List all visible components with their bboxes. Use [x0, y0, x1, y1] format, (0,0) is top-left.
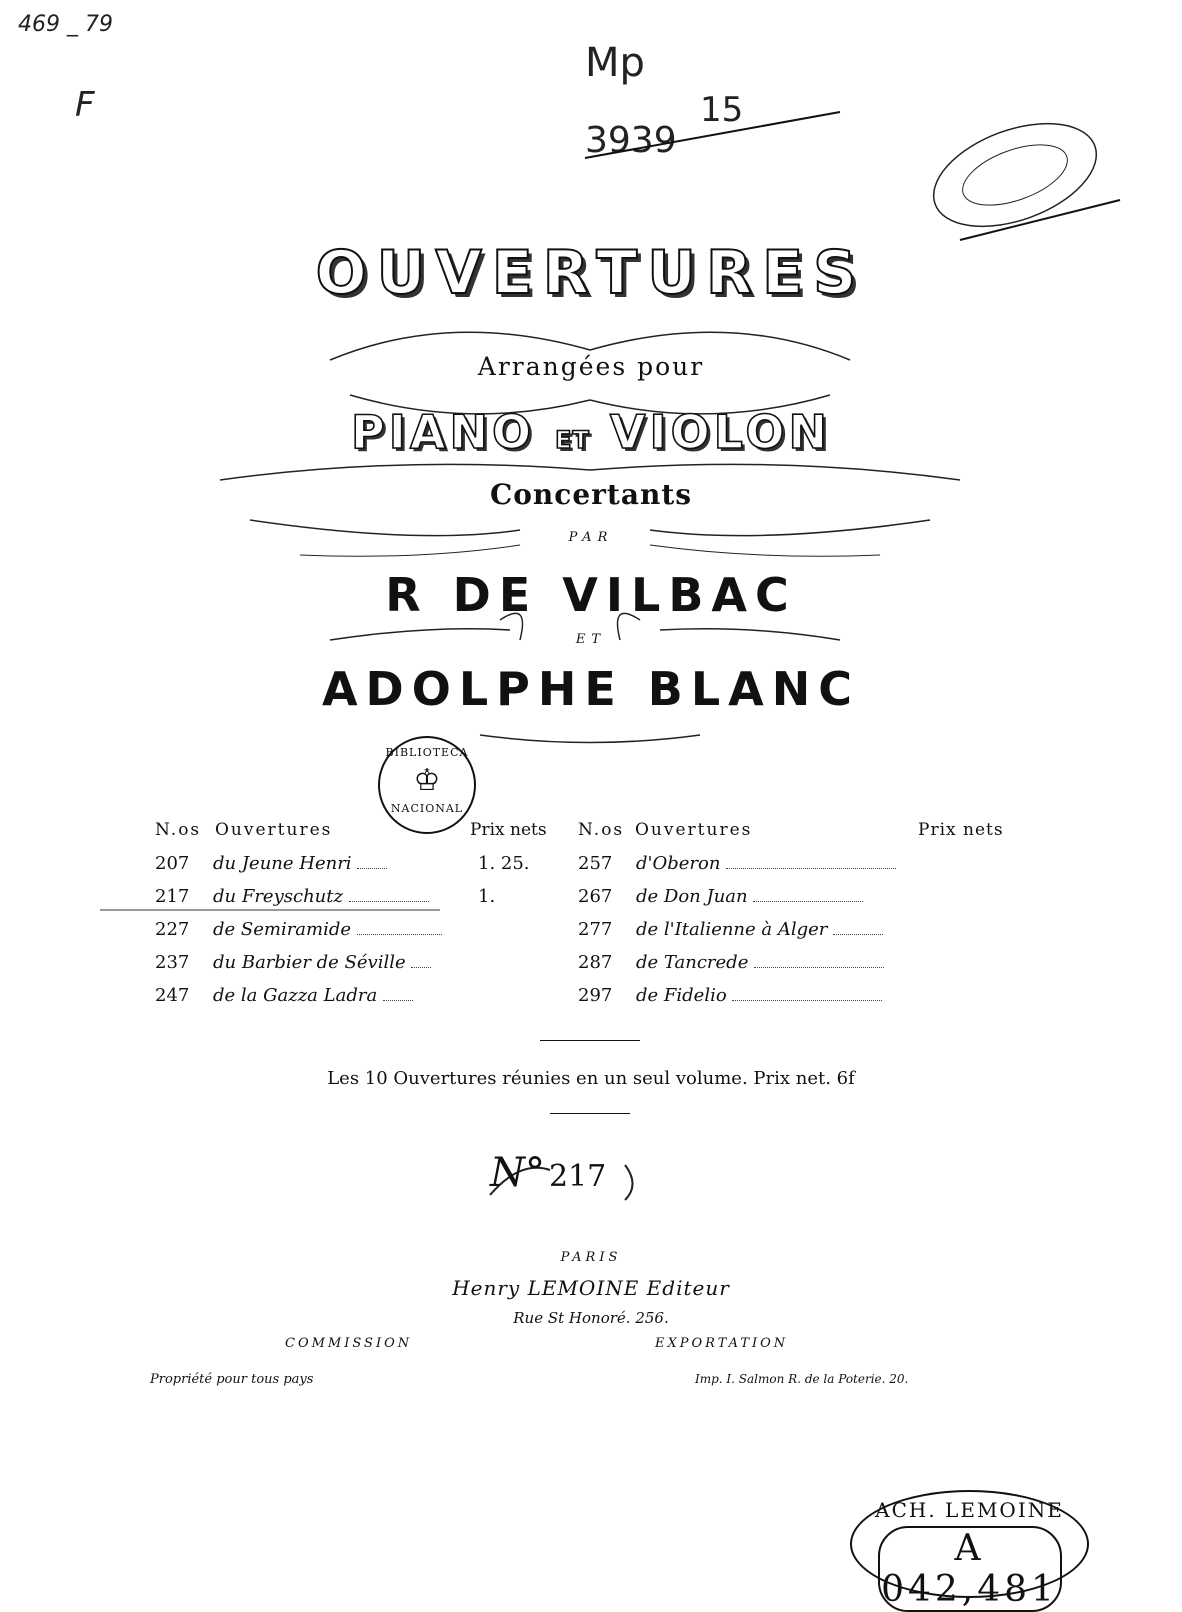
par-label: PAR	[568, 530, 614, 545]
left-header-price: Prix nets	[470, 820, 547, 840]
et-label: ET	[575, 632, 607, 647]
divider	[540, 1040, 640, 1041]
left-header-num: N.os	[155, 820, 202, 840]
instrument-et: ET	[555, 426, 590, 454]
concertants: Concertants	[489, 478, 693, 511]
table-row: 227 de Semiramide	[155, 919, 442, 940]
right-header-title: Ouvertures	[635, 820, 753, 840]
publisher-name: Henry LEMOINE Editeur	[452, 1276, 730, 1300]
handwritten-mark: F	[75, 85, 95, 125]
left-header-title: Ouvertures	[215, 820, 333, 840]
seal-top-text: BIBLIOTECA	[385, 746, 469, 759]
instrument-heading	[0, 405, 1182, 459]
catalog-number-annotation: 469 _ 79	[18, 12, 113, 37]
volume-note: Les 10 Ouvertures réunies en un seul volume. Prix net. 6f	[327, 1068, 855, 1089]
number-prefix: N°	[490, 1150, 545, 1196]
instrument-piano: PIANO	[351, 405, 536, 459]
table-row: 287 de Tancrede	[578, 952, 884, 973]
shelfmark-top: Mp	[585, 40, 645, 86]
table-row-price: 1. 25.	[478, 853, 530, 874]
right-header-price: Prix nets	[918, 820, 1004, 840]
composer-blanc: ADOLPHE BLANC	[321, 662, 861, 716]
instrument-violon: VIOLON	[609, 405, 831, 459]
printer-note: Imp. I. Salmon R. de la Poterie. 20.	[695, 1372, 909, 1386]
table-row: 267 de Don Juan	[578, 886, 863, 907]
publisher-address: Rue St Honoré. 256.	[513, 1309, 669, 1327]
table-row: 217 du Freyschutz	[155, 886, 429, 907]
lemoine-stamp	[850, 1490, 1089, 1610]
table-row: 297 de Fidelio	[578, 985, 882, 1006]
publisher-city: PARIS	[560, 1250, 622, 1265]
plate-number	[490, 1150, 606, 1196]
commission-label: COMMISSION	[285, 1336, 413, 1351]
table-row: 247 de la Gazza Ladra	[155, 985, 413, 1006]
main-title: OUVERTURES	[315, 238, 867, 308]
table-row: 277 de l'Italienne à Alger	[578, 919, 883, 940]
exportation-label: EXPORTATION	[655, 1336, 789, 1351]
crown-icon: ♔	[413, 763, 441, 798]
composer-vilbac: R DE VILBAC	[385, 568, 797, 622]
subtitle: Arrangées pour	[477, 352, 705, 381]
table-row: 257 d'Oberon	[578, 853, 896, 874]
shelfmark-superscript: 15	[700, 90, 744, 130]
number-value: 217	[549, 1159, 607, 1194]
rights-note: Propriété pour tous pays	[150, 1372, 314, 1387]
stamp-name: ACH. LEMOINE	[875, 1498, 1064, 1522]
stamp-code: A 042,481	[878, 1526, 1062, 1612]
shelfmark-bottom: 3939	[585, 120, 677, 161]
divider	[550, 1113, 630, 1114]
table-row: 237 du Barbier de Séville	[155, 952, 431, 973]
right-header-num: N.os	[578, 820, 625, 840]
seal-bottom-text: NACIONAL	[390, 802, 464, 815]
library-seal	[378, 736, 476, 834]
table-row-price: 1.	[478, 886, 496, 907]
table-row: 207 du Jeune Henri	[155, 853, 387, 874]
